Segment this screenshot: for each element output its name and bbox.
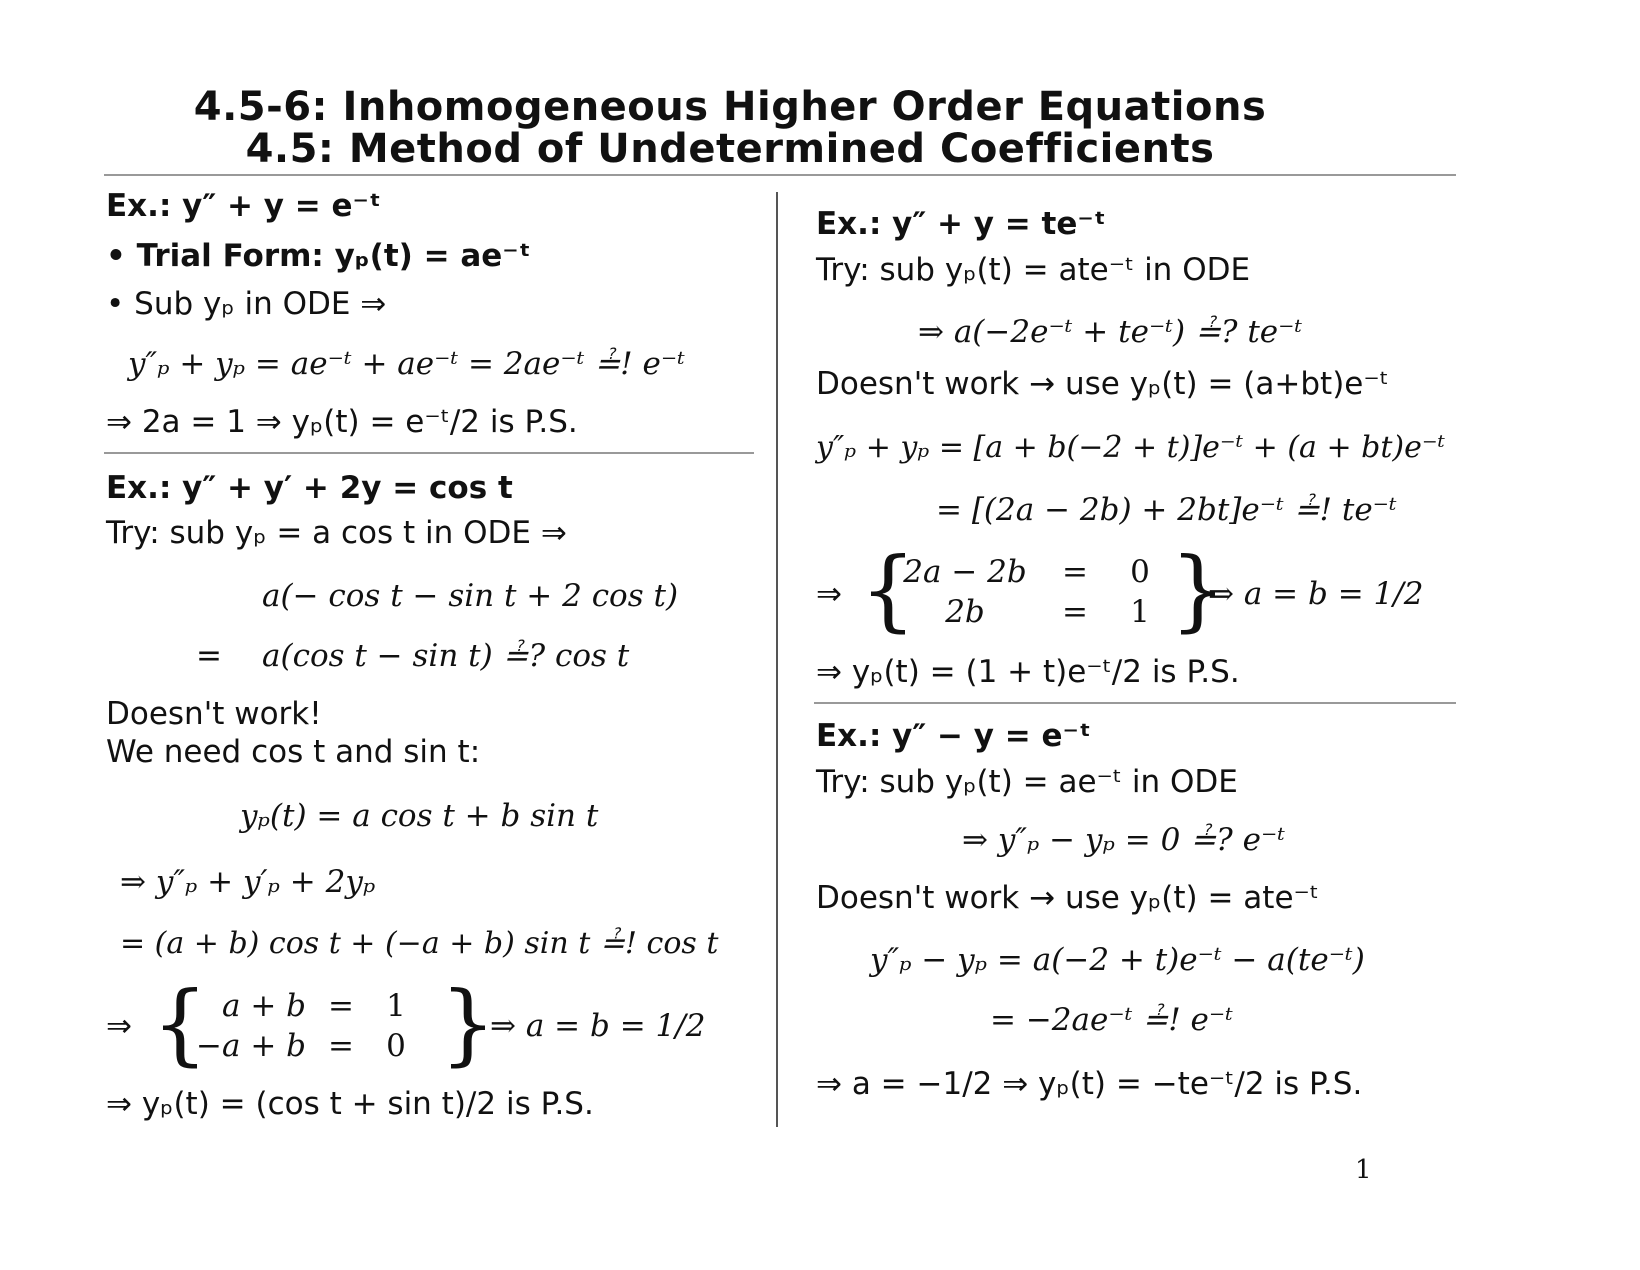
example-2-equals-sign: = <box>196 638 222 674</box>
example-2-system-arrow: ⇒ <box>106 1008 132 1044</box>
example-4-substitution: y″ₚ − yₚ = a(−2 + t)e⁻ᵗ − a(te⁻ᵗ) <box>870 942 1365 978</box>
example-3-equation: ⇒ a(−2e⁻ᵗ + te⁻ᵗ) ≟? te⁻ᵗ <box>918 314 1303 350</box>
example-2-right-brace: } <box>440 972 496 1075</box>
example-2-system <box>196 986 436 1066</box>
page-title-line-2: 4.5: Method of Undetermined Coefficients <box>245 126 1215 172</box>
example-4-try: Try: sub yₚ(t) = ae⁻ᵗ in ODE <box>816 764 1238 800</box>
system-eq: = <box>1062 554 1088 590</box>
example-3-right-brace: } <box>1170 538 1226 641</box>
example-3-substitution: y″ₚ + yₚ = [a + b(−2 + t)]e⁻ᵗ + (a + bt)e⁻ᵗ <box>816 430 1446 465</box>
example-1-rule <box>104 452 754 454</box>
page-number: 1 <box>1355 1155 1372 1185</box>
example-2-try: Try: sub yₚ = a cos t in ODE ⇒ <box>106 515 567 551</box>
example-4-collected: = −2ae⁻ᵗ ≟! e⁻ᵗ <box>990 1002 1233 1038</box>
system-lhs: −a + b <box>196 1028 306 1064</box>
system-rhs: 1 <box>386 988 406 1024</box>
system-eq: = <box>328 988 354 1024</box>
example-2-trial: yₚ(t) = a cos t + b sin t <box>240 798 599 834</box>
example-2-system-row-1 <box>196 986 436 1026</box>
system-lhs: 2b <box>945 594 985 630</box>
system-eq: = <box>328 1028 354 1064</box>
example-4-equation: ⇒ y″ₚ − yₚ = 0 ≟? e⁻ᵗ <box>962 822 1285 858</box>
example-3-collected: = [(2a − 2b) + 2bt]e⁻ᵗ ≟! te⁻ᵗ <box>936 492 1397 528</box>
example-3-left-brace: { <box>860 538 916 641</box>
example-2-result: ⇒ yₚ(t) = (cos t + sin t)/2 is P.S. <box>106 1086 594 1122</box>
example-2-collected: = (a + b) cos t + (−a + b) sin t ≟! cos t <box>120 926 719 961</box>
example-3-system-row-2 <box>900 592 1170 632</box>
example-2-system-row-2 <box>196 1026 436 1066</box>
example-2-left-brace: { <box>152 972 208 1075</box>
page-title-line-1: 4.5-6: Inhomogeneous Higher Order Equations <box>193 84 1267 130</box>
example-3-rule <box>814 702 1456 704</box>
example-1-result: ⇒ 2a = 1 ⇒ yₚ(t) = e⁻ᵗ/2 is P.S. <box>106 404 578 440</box>
example-1-equation: y″ₚ + yₚ = ae⁻ᵗ + ae⁻ᵗ = 2ae⁻ᵗ ≟! e⁻ᵗ <box>128 346 685 382</box>
example-2-system-result: ⇒ a = b = 1/2 <box>490 1008 706 1044</box>
system-eq: = <box>1062 594 1088 630</box>
example-4-result: ⇒ a = −1/2 ⇒ yₚ(t) = −te⁻ᵗ/2 is P.S. <box>816 1066 1363 1102</box>
system-lhs: a + b <box>221 988 306 1024</box>
example-4-header: Ex.: y″ − y = e⁻ᵗ <box>816 718 1091 754</box>
example-3-system-arrow: ⇒ <box>816 576 842 612</box>
example-2-simplified: a(cos t − sin t) ≟? cos t <box>262 638 630 674</box>
system-rhs: 0 <box>1130 554 1150 590</box>
example-1-trial-form: • Trial Form: yₚ(t) = ae⁻ᵗ <box>106 238 531 274</box>
example-2-header: Ex.: y″ + y′ + 2y = cos t <box>106 470 513 506</box>
column-divider <box>776 192 778 1127</box>
system-rhs: 0 <box>386 1028 406 1064</box>
title-rule <box>104 174 1456 176</box>
example-2-substitution: ⇒ y″ₚ + y′ₚ + 2yₚ <box>120 864 376 900</box>
example-3-header: Ex.: y″ + y = te⁻ᵗ <box>816 206 1106 242</box>
example-2-doesnt-work: Doesn't work! <box>106 696 322 732</box>
example-1-header: Ex.: y″ + y = e⁻ᵗ <box>106 188 381 224</box>
example-2-need-note: We need cos t and sin t: <box>106 734 481 770</box>
example-3-system <box>900 552 1170 632</box>
system-lhs: 2a − 2b <box>903 554 1027 590</box>
example-3-try: Try: sub yₚ(t) = ate⁻ᵗ in ODE <box>816 252 1251 288</box>
system-rhs: 1 <box>1130 594 1150 630</box>
example-3-result: ⇒ yₚ(t) = (1 + t)e⁻ᵗ/2 is P.S. <box>816 654 1240 690</box>
example-4-doesnt-work: Doesn't work → use yₚ(t) = ate⁻ᵗ <box>816 880 1320 916</box>
example-1-sub-step: • Sub yₚ in ODE ⇒ <box>106 286 387 322</box>
example-3-system-result: ⇒ a = b = 1/2 <box>1208 576 1424 612</box>
example-2-expansion: a(− cos t − sin t + 2 cos t) <box>262 578 679 614</box>
example-3-doesnt-work: Doesn't work → use yₚ(t) = (a+bt)e⁻ᵗ <box>816 366 1389 402</box>
example-3-system-row-1 <box>900 552 1170 592</box>
